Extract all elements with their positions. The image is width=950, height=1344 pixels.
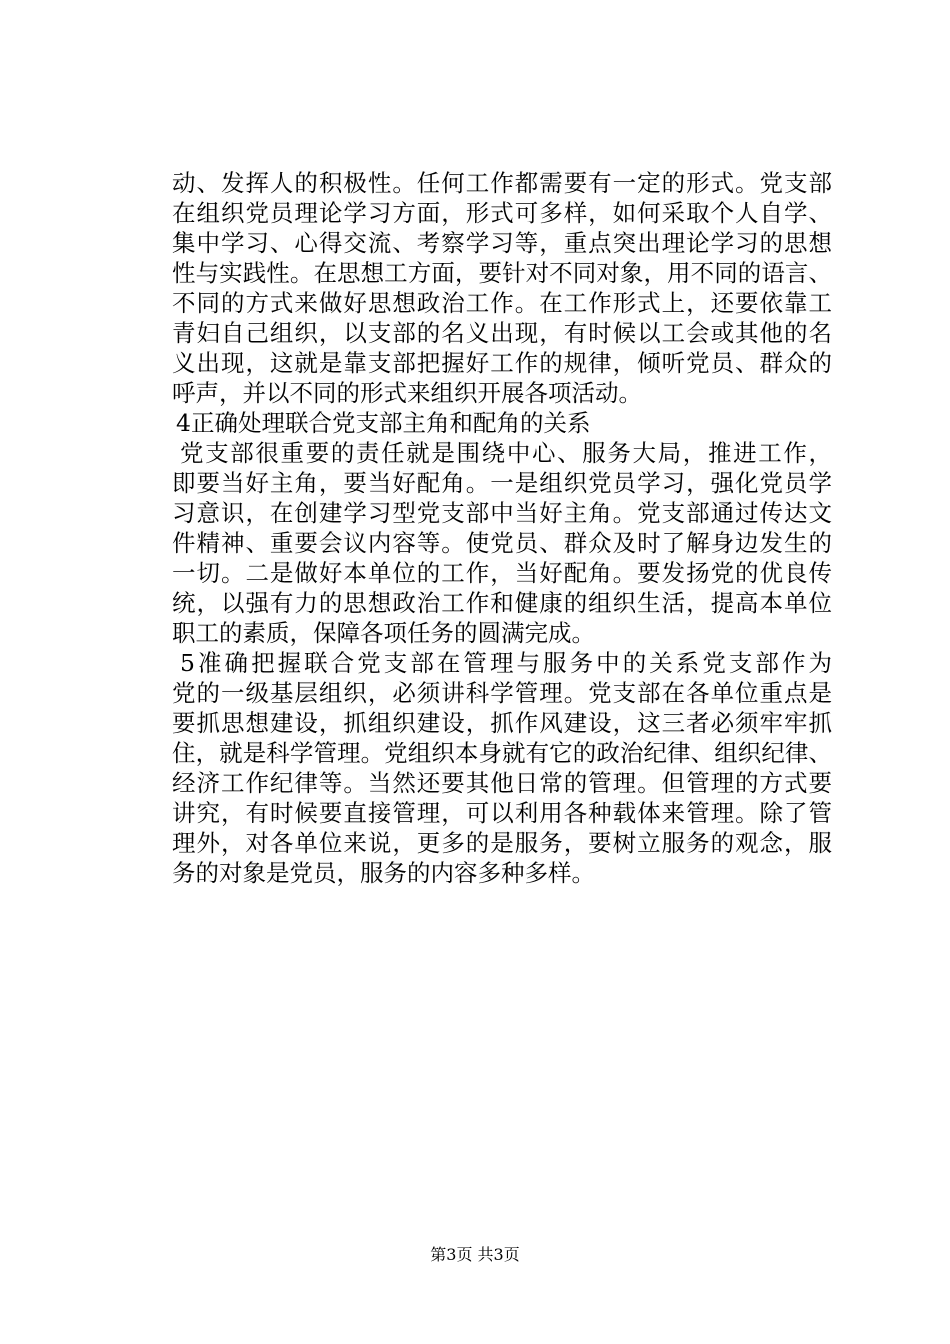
text-line: 在组织党员理论学习方面，形式可多样，如何采取个人自学、 bbox=[172, 199, 832, 227]
text-line: 不同的方式来做好思想政治工作。在工作形式上，还要依靠工 bbox=[172, 289, 832, 317]
text-line: 5准确把握联合党支部在管理与服务中的关系党支部作为 bbox=[180, 649, 832, 677]
text-line: 件精神、重要会议内容等。使党员、群众及时了解身边发生的 bbox=[172, 529, 832, 557]
paragraph-section-4 bbox=[172, 438, 832, 648]
text-line: 理外，对各单位来说，更多的是服务，要树立服务的观念，服 bbox=[172, 829, 832, 857]
section-heading-4 bbox=[172, 408, 832, 438]
text-line: 呼声，并以不同的形式来组织开展各项活动。 bbox=[172, 379, 642, 407]
paragraph-section-5 bbox=[172, 648, 832, 888]
paragraph-continued bbox=[172, 168, 832, 408]
text-line: 统，以强有力的思想政治工作和健康的组织生活，提高本单位 bbox=[172, 589, 832, 617]
document-body bbox=[172, 168, 832, 888]
text-line: 性与实践性。在思想工方面，要针对不同对象，用不同的语言、 bbox=[172, 259, 832, 287]
text-line: 义出现，这就是靠支部把握好工作的规律，倾听党员、群众的 bbox=[172, 349, 832, 377]
page-number-label: 第3页 共3页 bbox=[430, 1245, 520, 1264]
text-line: 住，就是科学管理。党组织本身就有它的政治纪律、组织纪律、 bbox=[172, 739, 832, 767]
text-line: 要抓思想建设，抓组织建设，抓作风建设，这三者必须牢牢抓 bbox=[172, 709, 832, 737]
text-line: 即要当好主角，要当好配角。一是组织党员学习，强化党员学 bbox=[172, 469, 832, 497]
text-line: 一切。二是做好本单位的工作，当好配角。要发扬党的优良传 bbox=[172, 559, 832, 587]
page-footer bbox=[0, 1245, 950, 1265]
text-line: 集中学习、心得交流、考察学习等，重点突出理论学习的思想 bbox=[172, 229, 832, 257]
text-line: 务的对象是党员，服务的内容多种多样。 bbox=[172, 859, 595, 887]
text-line: 讲究，有时候要直接管理，可以利用各种载体来管理。除了管 bbox=[172, 799, 832, 827]
text-line: 职工的素质，保障各项任务的圆满完成。 bbox=[172, 619, 595, 647]
text-line: 党的一级基层组织，必须讲科学管理。党支部在各单位重点是 bbox=[172, 679, 832, 707]
text-line: 习意识，在创建学习型党支部中当好主角。党支部通过传达文 bbox=[172, 499, 832, 527]
text-line: 经济工作纪律等。当然还要其他日常的管理。但管理的方式要 bbox=[172, 769, 832, 797]
text-line: 动、发挥人的积极性。任何工作都需要有一定的形式。党支部 bbox=[172, 169, 832, 197]
text-line: 青妇自己组织，以支部的名义出现，有时候以工会或其他的名 bbox=[172, 319, 832, 347]
text-line: 党支部很重要的责任就是围绕中心、服务大局，推进工作， bbox=[180, 439, 832, 467]
heading-line: 4正确处理联合党支部主角和配角的关系 bbox=[176, 409, 591, 437]
